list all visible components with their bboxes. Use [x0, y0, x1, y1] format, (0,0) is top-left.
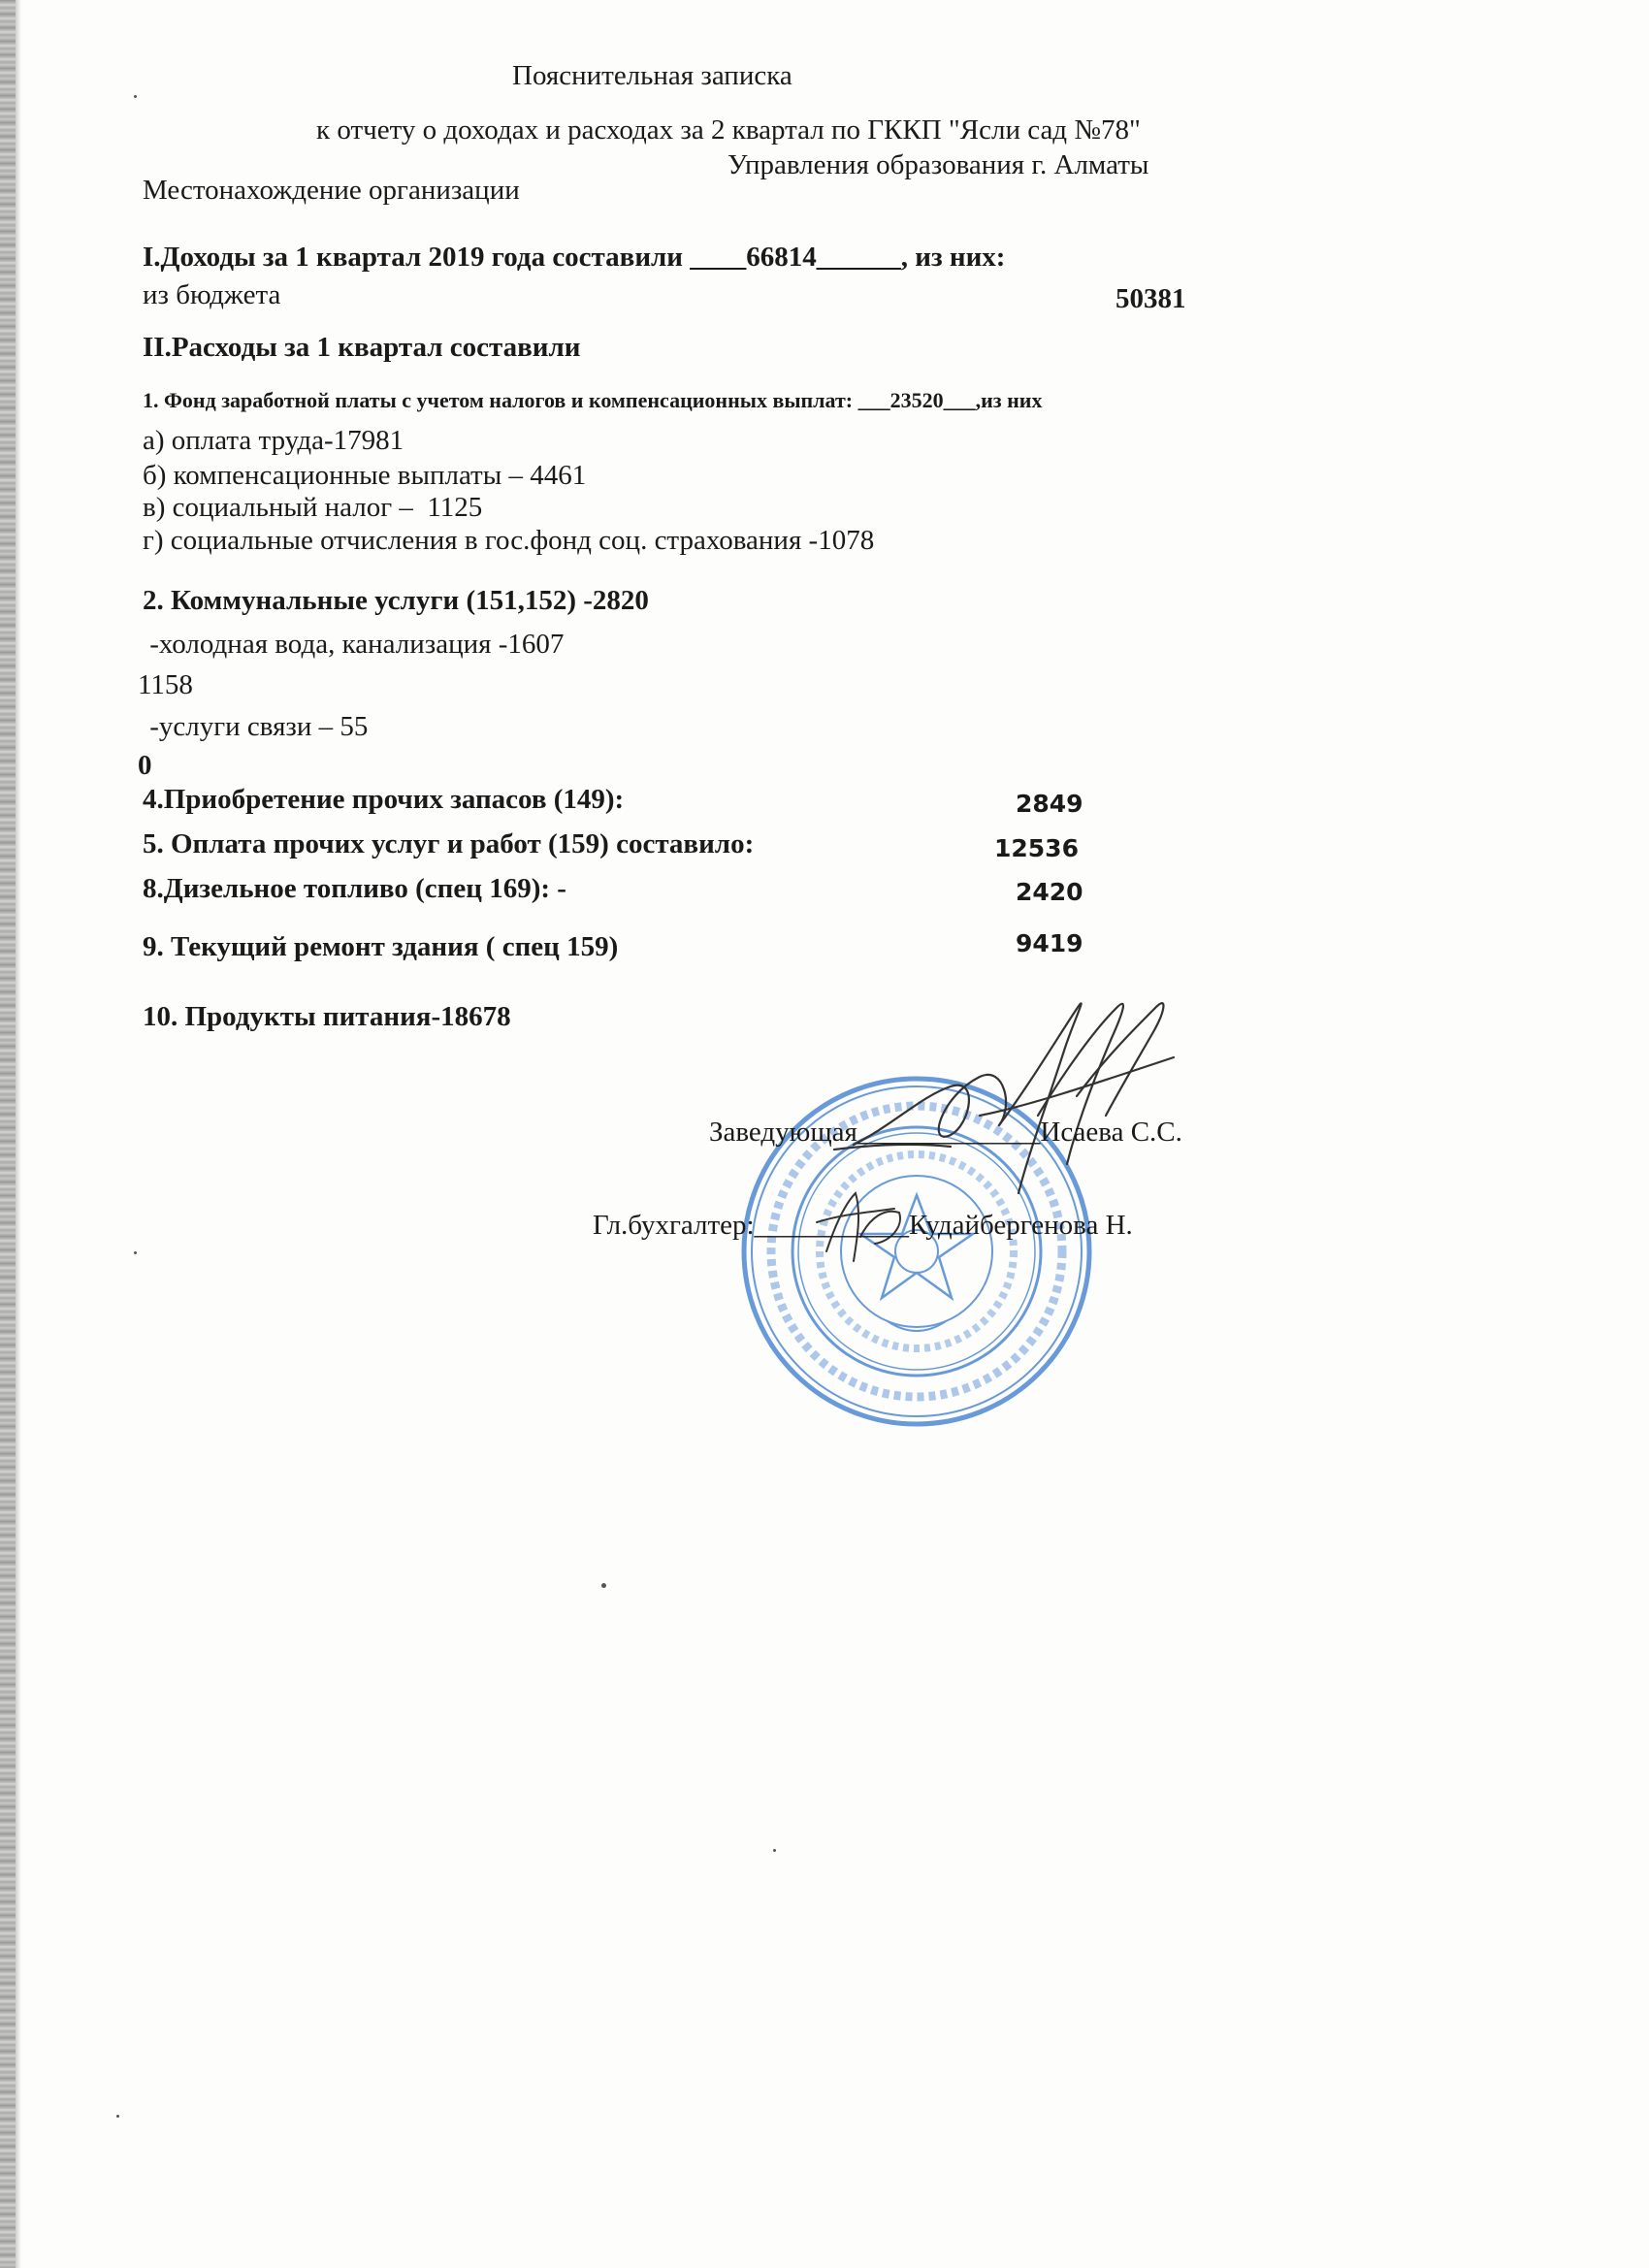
utilities-line: 1158	[138, 669, 193, 700]
utilities-line: 0	[138, 750, 152, 781]
payroll-item: г) социальные отчисления в гос.фонд соц. страхования -1078	[143, 525, 875, 556]
expense-line-label: 4.Приобретение прочих запасов (149):	[143, 784, 625, 815]
department-name: Управления образования г. Алматы	[728, 149, 1149, 180]
expenses-heading: II.Расходы за 1 квартал составили	[143, 332, 581, 363]
document-title: Пояснительная записка	[512, 60, 792, 91]
payroll-item: а) оплата труда-17981	[143, 425, 404, 456]
scan-speck	[601, 1583, 606, 1588]
scan-speck	[773, 1849, 776, 1852]
expense-line-label: 9. Текущий ремонт здания ( спец 159)	[143, 931, 619, 962]
director-signature-line: Заведующая_____________Исаева С.С.	[709, 1117, 1182, 1148]
accountant-signature-line: Гл.бухгалтер:___________Кудайбергенова Н.	[593, 1210, 1133, 1241]
utilities-line: -холодная вода, канализация -1607	[143, 629, 565, 660]
location-label: Местонахождение организации	[143, 175, 520, 206]
budget-label: из бюджета	[143, 279, 281, 310]
scan-edge	[0, 0, 16, 2268]
scan-edge-shadow	[16, 0, 21, 2268]
expense-line-value: 2849	[1016, 790, 1083, 818]
scan-speck	[134, 95, 137, 98]
utilities-line: -услуги связи – 55	[143, 711, 369, 742]
expense-line-value: 9419	[1016, 929, 1083, 957]
payroll-item: в) социальный налог – 1125	[143, 492, 483, 523]
scan-speck	[116, 2115, 119, 2118]
budget-value: 50381	[1116, 283, 1186, 314]
payroll-item: б) компенсационные выплаты – 4461	[143, 460, 587, 491]
expense-line-value: 12536	[994, 834, 1079, 862]
expense-line-label: 5. Оплата прочих услуг и работ (159) составило:	[143, 828, 755, 859]
expense-line-label: 8.Дизельное топливо (спец 169): -	[143, 873, 566, 904]
utilities-heading: 2. Коммунальные услуги (151,152) -2820	[143, 585, 649, 616]
income-heading: I.Доходы за 1 квартал 2019 года составили ____66814______, из них:	[143, 242, 1006, 273]
expense-line-value: 2420	[1016, 878, 1083, 906]
document-subtitle: к отчету о доходах и расходах за 2 квартал по ГККП "Ясли сад №78"	[316, 114, 1141, 146]
food-expense: 10. Продукты питания-18678	[143, 1001, 511, 1032]
director-signature-image	[834, 980, 1242, 1213]
scan-speck	[134, 1251, 137, 1254]
payroll-heading: 1. Фонд заработной платы с учетом налогов и компенсационных выплат: ___23520___,из них	[143, 388, 1043, 412]
